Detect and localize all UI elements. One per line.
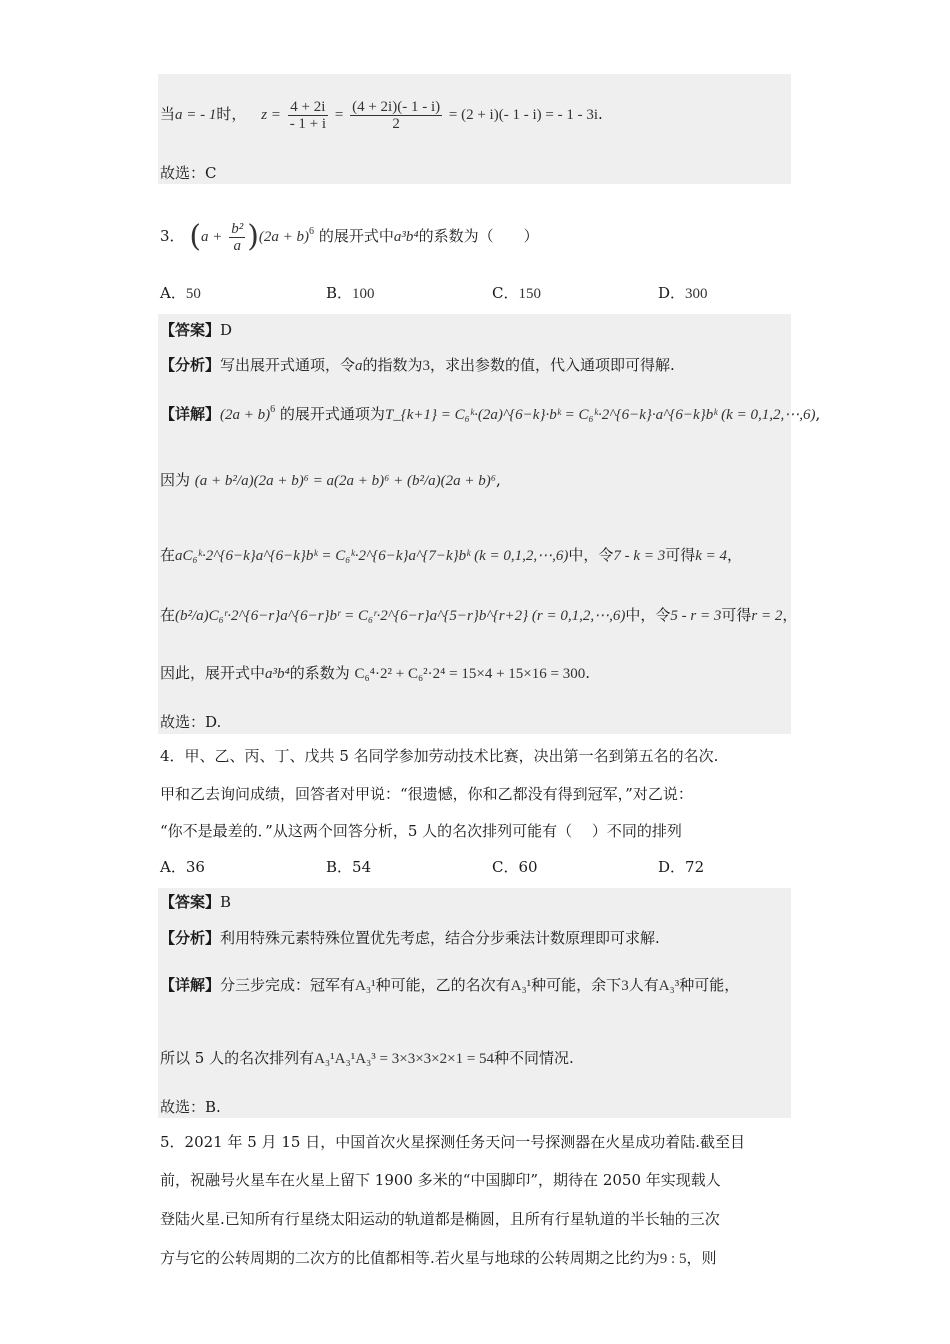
text: ，则 (686, 1249, 717, 1267)
q5-line-1: 5．2021 年 5 月 15 日，中国首次火星探测任务天问一号探测器在火星成功着陆.截至目 (160, 1133, 745, 1151)
math: 3 (621, 978, 629, 994)
q4-detail (160, 975, 739, 996)
q2-solution-line (160, 92, 603, 137)
text: 当 (160, 105, 176, 123)
option-label: A． (160, 284, 186, 302)
q3-conclusion: 故选：D. (160, 713, 222, 731)
product-formula: A₃¹A₃¹A₃³ = 3×3×3×2×1 = 54 (314, 1051, 495, 1067)
option-value: 54 (352, 858, 372, 876)
option-value: 50 (185, 286, 201, 302)
ratio-math: 9 : 5 (659, 1251, 687, 1267)
q5-line-2: 前，祝融号火星车在火星上留下 1900 多米的“中国脚印”，期待在 2050 年实现载人 (160, 1171, 721, 1189)
result: k = 4 (695, 548, 727, 564)
paren-right: ) (247, 219, 259, 254)
text: 在 (160, 546, 176, 564)
option-label: C． (492, 858, 519, 876)
text: 中，令 (568, 546, 614, 564)
option-label: A． (160, 858, 186, 876)
text: 在 (160, 606, 176, 624)
term-formula-1: aC₆ᵏ·2^{6−k}a^{6−k}bᵏ = C₆ᵏ·2^{6−k}a^{7−k}bᵏ (k = 0,1,2,⋯,6) (175, 548, 569, 564)
q3-answer (160, 320, 232, 340)
text: 的系数为 (289, 664, 350, 682)
exponent: 6 (270, 404, 276, 415)
math: 3 (422, 358, 431, 374)
option-value: 100 (352, 286, 375, 302)
q5-line-3: 登陆火星.已知所有行星绕太阳运动的轨道都是椭圆，且所有行星轨道的半长轴的三次 (160, 1210, 720, 1228)
term-formula-2: (b²/a)C₆ʳ·2^{6−r}a^{6−r}bʳ = C₆ʳ·2^{6−r}a^{5−r}b^{r+2} (r = 0,1,2,⋯,6) (175, 608, 626, 624)
analysis-tag: 【分析】 (160, 929, 221, 947)
text: 的系数为（ ） (418, 227, 539, 245)
text: 人有 (628, 976, 659, 994)
paren-left: ( (189, 219, 202, 254)
punct: ， (782, 606, 798, 624)
math: (2a + b) (220, 407, 271, 423)
text: 可得 (721, 606, 752, 624)
solution-block-q4 (158, 888, 791, 1118)
q3-in2 (160, 605, 797, 626)
option-label: B． (326, 858, 353, 876)
q3-option-d (658, 283, 708, 304)
z-label: z = (261, 107, 281, 123)
q4-option-b (326, 857, 371, 877)
answer-tag: 【答案】 (160, 321, 221, 339)
numerator: b² (231, 220, 244, 237)
q4-sum (160, 1048, 574, 1069)
denominator: 2 (350, 115, 442, 132)
math: a + (201, 229, 223, 245)
rhs-math: = (2 + i)(- 1 - i) = - 1 - 3i (448, 107, 598, 123)
equation: 7 - k = 3 (613, 548, 666, 564)
q3-analysis (160, 355, 675, 376)
detail-tag: 【详解】 (160, 976, 221, 994)
answer-value: D (220, 321, 233, 339)
punct: ， (727, 546, 743, 564)
fraction-1 (288, 99, 328, 132)
text: 时， (216, 105, 247, 123)
text: 写出展开式通项，令 (220, 356, 356, 374)
coefficient-formula: C₆⁴·2² + C₆²·2⁴ = 15×4 + 15×16 = 300 (354, 666, 586, 682)
equals: = (334, 107, 344, 123)
q2-conclusion: 故选：C (160, 164, 217, 182)
denominator: - 1 + i (289, 115, 327, 132)
text: 分三步完成：冠军有 (220, 976, 356, 994)
q4-answer (160, 892, 231, 912)
q3-because (160, 470, 501, 491)
question-number: 3． (160, 227, 185, 245)
detail-tag: 【详解】 (160, 405, 221, 423)
exponent: 6 (309, 226, 315, 237)
q4-conclusion: 故选：B. (160, 1098, 221, 1116)
q4-line-3: “你不是最差的．”从这两个回答分析，5 人的名次排列可能有（ ）不同的排列 (160, 822, 682, 840)
condition-math: a = - 1 (175, 107, 217, 123)
q3-question (160, 212, 539, 257)
q3-therefore (160, 663, 590, 684)
text: 中，令 (625, 606, 671, 624)
q3-option-a (160, 283, 201, 304)
q4-line-2: 甲和乙去询问成绩，回答者对甲说：“很遗憾，你和乙都没有得到冠军，”对乙说： (160, 785, 693, 803)
option-label: D． (658, 284, 686, 302)
text: 种可能， (679, 976, 740, 994)
text: ，求出参数的值，代入通项即可得解. (430, 356, 675, 374)
text: 方与它的公转周期的二次方的比值都相等.若火星与地球的公转周期之比约为 (160, 1249, 660, 1267)
text: 因此，展开式中 (160, 664, 266, 682)
expansion-identity: (a + b²/a)(2a + b)⁶ = a(2a + b)⁶ + (b²/a)(2a + b)⁶ (194, 473, 496, 489)
text: 种可能，余下 (531, 976, 622, 994)
punct: , (815, 405, 821, 423)
text: 可得 (665, 546, 696, 564)
text: 所以 5 人的名次排列有 (160, 1049, 315, 1067)
option-label: C． (492, 284, 519, 302)
analysis-tag: 【分析】 (160, 356, 221, 374)
punct: , (495, 471, 501, 489)
text: 因为 (160, 471, 191, 489)
term-math: a³b⁴ (393, 229, 419, 245)
q4-option-d (658, 857, 704, 877)
arrangement-math: A₃¹ (510, 978, 532, 994)
q3-in1 (160, 545, 742, 566)
text: 种可能，乙的名次有 (375, 976, 511, 994)
option-label: D． (658, 858, 686, 876)
option-label: B． (326, 284, 353, 302)
numerator: (4 + 2i)(- 1 - i) (352, 98, 441, 115)
option-value: 36 (185, 858, 205, 876)
denominator: a (229, 237, 245, 254)
text: 种不同情况. (494, 1049, 574, 1067)
text: 利用特殊元素特殊位置优先考虑，结合分步乘法计数原理即可求解. (220, 929, 660, 947)
option-value: 150 (518, 286, 541, 302)
q4-option-c (492, 857, 538, 877)
q3-detail (160, 400, 820, 425)
term-math: a³b⁴ (265, 666, 290, 682)
answer-value: B (220, 893, 232, 911)
q4-line-1: 4．甲、乙、丙、丁、戊共 5 名同学参加劳动技术比赛，决出第一名到第五名的名次. (160, 747, 719, 765)
fraction (229, 221, 245, 254)
math: (2a + b) (258, 229, 310, 245)
equation: 5 - r = 3 (670, 608, 722, 624)
answer-tag: 【答案】 (160, 893, 221, 911)
period: . (597, 105, 603, 123)
result: r = 2 (751, 608, 783, 624)
text: 的指数为 (362, 356, 423, 374)
q4-option-a (160, 857, 205, 877)
text: 的展开式中 (318, 227, 394, 245)
arrangement-math: A₃¹ (355, 978, 376, 994)
math: a (355, 358, 363, 374)
option-value: 300 (685, 286, 708, 302)
fraction-2 (350, 99, 442, 132)
q5-line-4 (160, 1248, 716, 1269)
q4-analysis (160, 928, 660, 948)
punct: . (585, 664, 590, 682)
text: 的展开式通项为 (279, 405, 385, 423)
q3-option-c (492, 283, 541, 304)
option-value: 60 (518, 858, 538, 876)
general-term-formula: T_{k+1} = C₆ᵏ·(2a)^{6−k}·bᵏ = C₆ᵏ·2^{6−k}·a^{6−k}bᵏ (k = 0,1,2,⋯,6) (384, 407, 816, 423)
q3-option-b (326, 283, 375, 304)
arrangement-math: A₃³ (658, 978, 680, 994)
numerator: 4 + 2i (290, 98, 326, 115)
option-value: 72 (685, 858, 705, 876)
